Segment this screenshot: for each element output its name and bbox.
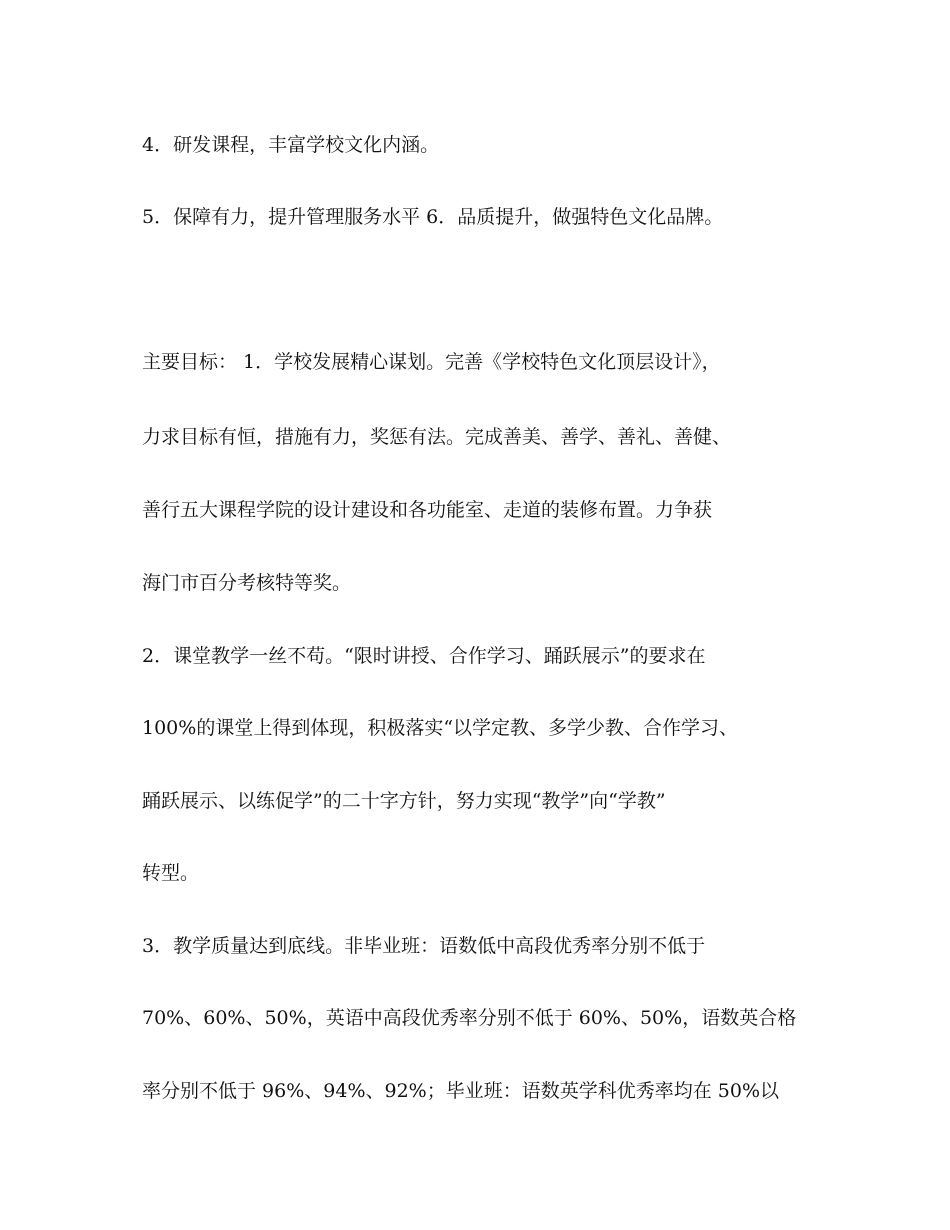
text-line-13: 率分别不低于 96%、94%、92%；毕业班：语数英学科优秀率均在 50%以 <box>142 1080 780 1102</box>
text-line-12: 70%、60%、50%，英语中高段优秀率分别不低于 60%、50%，语数英合格 <box>142 1007 797 1029</box>
text-line-2: 5．保障有力，提升管理服务水平 6．品质提升，做强特色文化品牌。 <box>142 206 724 228</box>
text-line-10: 转型。 <box>142 862 200 884</box>
text-line-4: 力求目标有恒，措施有力，奖惩有法。完成善美、善学、善礼、善健、 <box>142 426 732 448</box>
text-line-5: 善行五大课程学院的设计建设和各功能室、走道的装修布置。力争获 <box>142 499 713 521</box>
text-line-8: 100%的课堂上得到体现，积极落实“以学定教、多学少教、合作学习、 <box>142 717 739 739</box>
text-line-3: 主要目标： 1．学校发展精心谋划。完善《学校特色文化顶层设计》， <box>142 351 721 373</box>
text-line-9: 踊跃展示、以练促学”的二十字方针，努力实现“教学”向“学教” <box>142 790 666 812</box>
text-line-7: 2．课堂教学一丝不苟。“限时讲授、合作学习、踊跃展示”的要求在 <box>142 645 706 667</box>
text-line-6: 海门市百分考核特等奖。 <box>142 572 352 594</box>
text-line-11: 3．教学质量达到底线。非毕业班：语数低中高段优秀率分别不低于 <box>142 935 706 957</box>
text-line-1: 4．研发课程，丰富学校文化内涵。 <box>142 134 440 156</box>
